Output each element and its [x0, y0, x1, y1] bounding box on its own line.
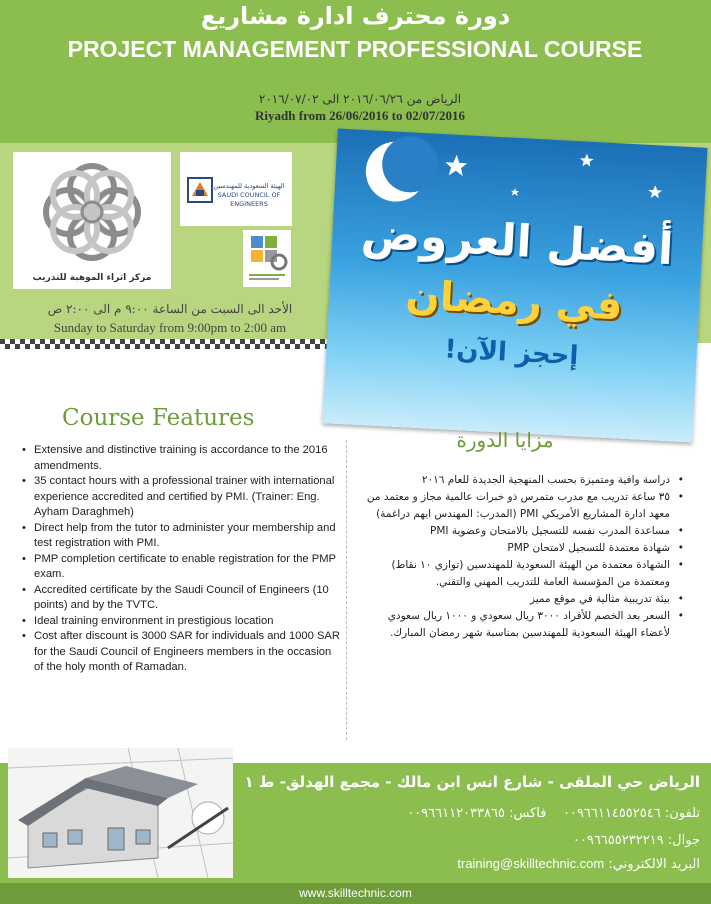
feature-item-ar: • السعر بعد الخصم للأفراد ٣٠٠٠ ريال سعودي و ١٠٠٠ ريال سعودي لأعضاء الهيئة السعودية للمهندسين بمناسبة شهر رمضان المبارك. [362, 608, 684, 642]
house-blueprint-icon [8, 748, 233, 878]
fax-number: ٠٠٩٦٦١١٢٠٣٣٨٦٥ [407, 806, 505, 821]
hours-arabic: الأحد الى السبت من الساعة ٩:٠٠ م الى ٢:٠٠ ص [47, 302, 293, 316]
tvtc-logo [243, 230, 291, 287]
phone-label: تلفون: [664, 806, 700, 821]
tvtc-emblem-icon [243, 230, 291, 287]
email-address[interactable]: training@skilltechnic.com [457, 856, 605, 871]
features-title-en: Course Features [62, 405, 255, 431]
training-center-logo [13, 152, 171, 289]
feature-item: • Ideal training environment in prestigious location [22, 614, 340, 630]
promo-line-3: إحجز الآن! [443, 334, 580, 372]
hours-english: Sunday to Saturday from 9:00pm to 2:00 am [53, 320, 287, 335]
saudi-council-logo [180, 152, 292, 226]
column-divider [346, 440, 347, 740]
feature-item: • Direct help from the tutor to administer your membership and test registration with PMI. [22, 521, 340, 552]
email-label: البريد الالكتروني: [608, 857, 700, 872]
feature-item: • Extensive and distinctive training is accordance to the 2016 amendments. [22, 443, 340, 474]
mobile-line [240, 833, 700, 848]
mobile-label: جوال: [667, 833, 700, 848]
feature-item: • Cost after discount is 3000 SAR for individuals and 1000 SAR for the Saudi Council of Engineers members in the occasion of the holy month of Ramadan. [22, 629, 340, 676]
features-list-ar [362, 472, 684, 642]
feature-item-ar: • ٣٥ ساعة تدريب مع مدرب متمرس ذو خبرات عالمية مجاز و معتمد من معهد ادارة المشاريع الأمريكي PMI (المدرب: المهندس ايهم دراغمة) [362, 489, 684, 523]
council-name-en: SAUDI COUNCIL OF ENGINEERS [217, 191, 281, 208]
phone-number: ٠٠٩٦٦١١٤٥٥٢٥٤٦ [562, 806, 661, 821]
features-title-ar: مزايا الدورة [456, 428, 554, 452]
feature-item-ar: • بيئة تدريبية مثالية في موقع مميز [362, 591, 684, 608]
fax-label: فاكس: [509, 806, 547, 821]
rosette-icon [13, 152, 171, 289]
address: الرياض حي الملقى - شارع انس ابن مالك - مجمع الهدلق- ط ١ [244, 773, 700, 791]
features-list-en [22, 443, 340, 676]
checker-border-row2 [0, 344, 340, 349]
feature-item: • 35 contact hours with a professional trainer with international experience accredited and certified by PMI. (Trainer: Eng. Ayham Daraghmeh) [22, 474, 340, 521]
feature-item: • Accredited certificate by the Saudi Council of Engineers (10 points) and by the TVTC. [22, 583, 340, 614]
email-line [240, 856, 700, 872]
promo-line-1: أفضل العروض [360, 207, 675, 276]
mobile-number: ٠٠٩٦٦٥٥٢٣٢٢١٩ [572, 833, 664, 848]
council-name-ar: الهيئة السعودية للمهندسين [213, 182, 285, 190]
council-name [210, 182, 288, 209]
feature-item-ar: • الشهادة معتمدة من الهيئة السعودية للمهندسين (توازي ١٠ نقاط) ومعتمدة من المؤسسة العامة للتدريب المهني والتقني. [362, 557, 684, 591]
date-english: Riyadh from 26/06/2016 to 02/07/2016 [255, 108, 465, 123]
feature-item: • PMP completion certificate to enable registration for the PMP exam. [22, 552, 340, 583]
feature-item-ar: • دراسة وافية ومتميزة بحسب المنهجية الجديدة للعام ٢٠١٦ [362, 472, 684, 489]
training-center-name: مركز اثراء الموهبة للتدريب [32, 273, 152, 283]
promo-line-2: في رمضان [404, 272, 624, 330]
phone-fax-line [240, 806, 700, 821]
date-arabic: الرياض من ٢٠١٦/٠٦/٢٦ الى ٢٠١٦/٠٧/٠٢ [258, 92, 462, 106]
title-arabic: دورة محترف ادارة مشاريع [200, 2, 511, 30]
feature-item-ar: • مساعدة المدرب نفسه للتسجيل بالامتحان وعضوية PMI [362, 523, 684, 540]
title-english: PROJECT MANAGEMENT PROFESSIONAL COURSE [67, 36, 643, 62]
website-link[interactable]: www.skilltechnic.com [299, 886, 412, 900]
ramadan-promo-banner [323, 129, 708, 443]
feature-item-ar: • شهادة معتمدة للتسجيل لامتحان PMP [362, 540, 684, 557]
building-plan-image [8, 748, 233, 878]
